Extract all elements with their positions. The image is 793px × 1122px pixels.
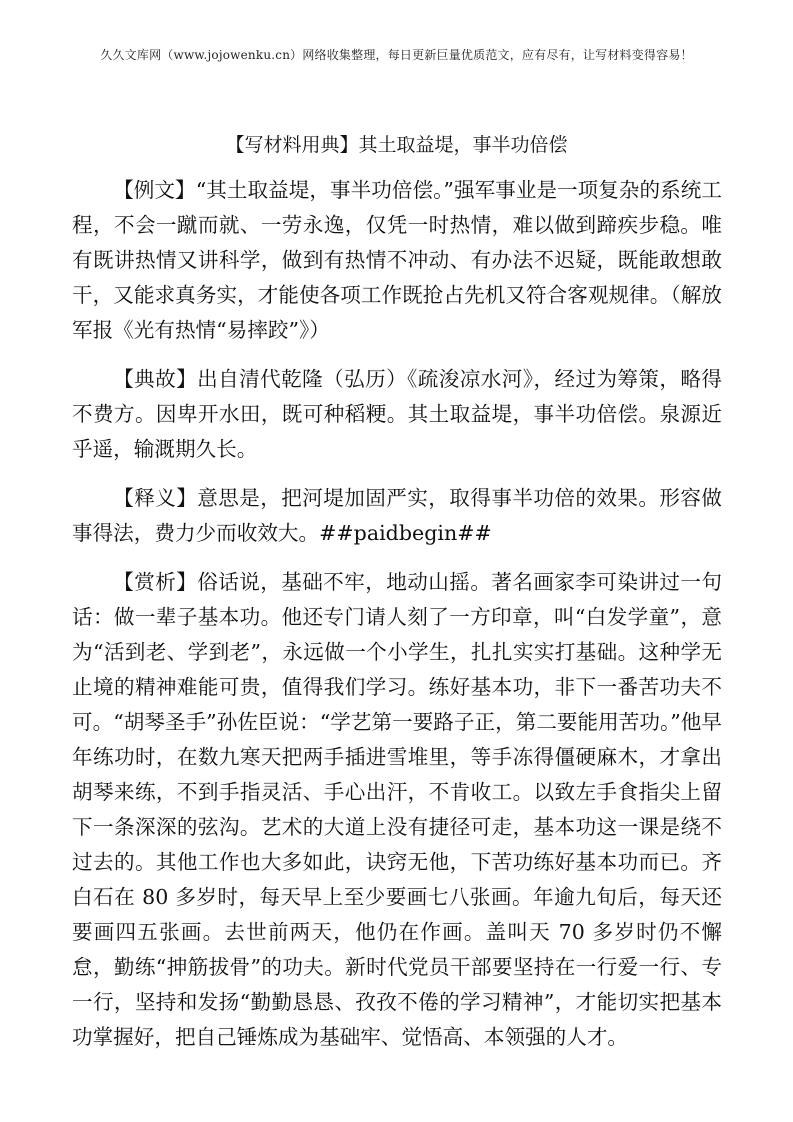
- paragraph-text: 俗话说，基础不牢，地动山摇。著名画家李可染讲过一句话：做一辈子基本功。他还专门请人刻了一方印章，叫“白发学童”，意为“活到老、学到老”，永远做一个小学生，扎扎实实打基础。这种学无止境的精神难能可贵，值得我们学习。练好基本功，非下一番苦功夫不可。“胡琴圣手”孙佐臣说：“学艺第一要路子正，第二要能用苦功。”他早年练功时，在数九寒天把两手插进雪堆里，等手冻得僵硬麻木，才拿出胡琴来练，不到手指灵活、手心出汗，不肯收工。以致左手食指尖上留下一条深深的弦沟。艺术的大道上没有捷径可走，基本功这一课是绕不过去的。其他工作也大多如此，诀窍无他，下苦功练好基本功而已。齐白石在 80 多岁时，每天早上至少要画七八张画。年逾九旬后，每天还要画四五张画。去世前两天，他仍在作画。盖叫天 70 多岁时仍不懈怠，勤练“抻筋拔骨”的功夫。新时代党员干部要坚持在一行爱一行、专一行，坚持和发扬“勤勤恳恳、孜孜不倦的学习精神”，才能切实把基本功掌握好，把自己锤炼成为基础牢、觉悟高、本领强的人才。: [72, 570, 722, 1049]
- paragraph-appreciation: [72, 565, 722, 1055]
- document-title: 【写材料用典】其土取益堤，事半功倍偿: [225, 134, 568, 156]
- paragraph-text: 出自清代乾隆（弘历）《疏浚凉水河》，经过为筹策，略得不费方。因卑开水田，既可种稻粳。其土取益堤，事半功倍偿。泉源近乎遥，输溉期久长。: [72, 367, 723, 461]
- page-header: 久久文库网（www.jojowenku.cn）网络收集整理，每日更新巨量优质范文，应有尽有，让写材料变得容易！: [100, 48, 693, 62]
- paragraph-text: “其土取益堤，事半功倍偿。”强军事业是一项复杂的系统工程，不会一蹴而就、一劳永逸，仅凭一时热情，难以做到蹄疾步稳。唯有既讲热情又讲科学，做到有热情不冲动、有办法不迟疑，既能敢想敢干，又能求真务实，才能使各项工作既抢占先机又符合客观规律。（解放军报《光有热情“易摔跤”》）: [72, 178, 723, 342]
- paragraph-allusion: [72, 362, 722, 467]
- paragraph-tag: 【典故】: [113, 367, 198, 391]
- paragraph-tag: 【赏析】: [113, 570, 198, 594]
- paragraph-tag: 【例文】: [113, 178, 196, 202]
- paragraph-tag: 【释义】: [113, 486, 198, 510]
- paragraph-text: 意思是，把河堤加固严实，取得事半功倍的效果。形容做事得法，费力少而收效大。##paidbegin##: [72, 486, 722, 545]
- paragraph-meaning: [72, 481, 722, 551]
- document-body: [72, 173, 722, 1069]
- paragraph-example: [72, 173, 722, 348]
